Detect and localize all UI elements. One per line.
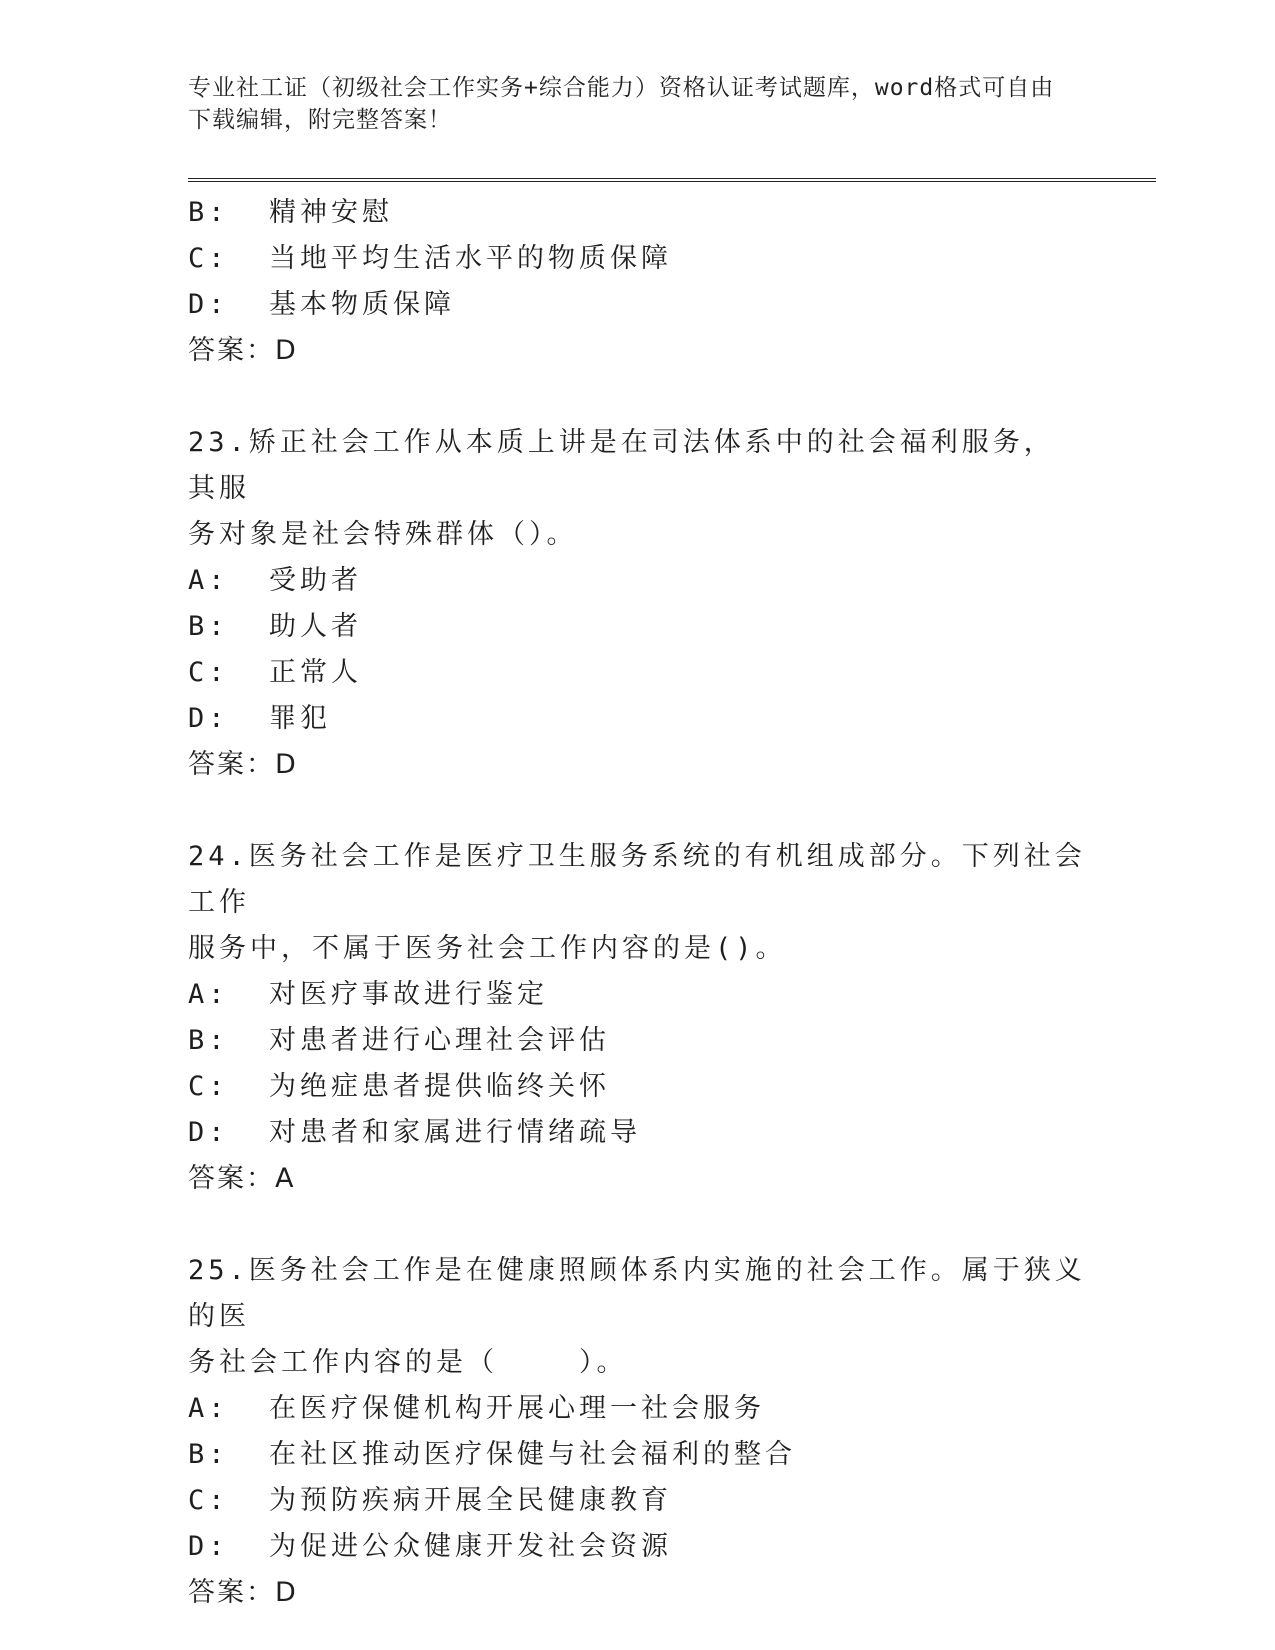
- option-b: B: 对患者进行心理社会评估: [188, 1025, 611, 1056]
- option-c: C: 正常人: [188, 657, 363, 688]
- option-b: B: 助人者: [188, 611, 363, 642]
- question-stem-line-2: 服务中，不属于医务社会工作内容的是()。: [188, 933, 787, 964]
- answer-line: 答案：A: [188, 1163, 296, 1194]
- option-d: D: 对患者和家属进行情绪疏导: [188, 1117, 642, 1148]
- option-c: C: 为绝症患者提供临终关怀: [188, 1071, 611, 1102]
- page-header: [188, 72, 1088, 136]
- option-b: B: 精神安慰: [188, 197, 394, 228]
- question-23: [188, 420, 1096, 788]
- option-d: D: 罪犯: [188, 703, 332, 734]
- header-line-2: 下载编辑，附完整答案！: [188, 107, 452, 133]
- option-c: C: 当地平均生活水平的物质保障: [188, 243, 673, 274]
- question-22-continued: [188, 190, 1088, 374]
- spacer: [188, 374, 1088, 420]
- spacer: [188, 788, 1088, 834]
- spacer: [188, 1202, 1088, 1248]
- option-a: A: 在医疗保健机构开展心理一社会服务: [188, 1393, 766, 1424]
- answer-line: 答案：D: [188, 749, 298, 780]
- question-stem-line-1: 25.医务社会工作是在健康照顾体系内实施的社会工作。属于狭义的医: [188, 1255, 1086, 1332]
- option-c: C: 为预防疾病开展全民健康教育: [188, 1485, 673, 1516]
- option-a: A: 受助者: [188, 565, 363, 596]
- option-b: B: 在社区推动医疗保健与社会福利的整合: [188, 1439, 797, 1470]
- question-stem-line-2: 务社会工作内容的是（ ）。: [188, 1347, 628, 1378]
- option-d: D: 为促进公众健康开发社会资源: [188, 1531, 673, 1562]
- answer-line: 答案：D: [188, 335, 298, 366]
- question-25: [188, 1248, 1088, 1616]
- option-a: A: 对医疗事故进行鉴定: [188, 979, 549, 1010]
- question-stem-line-1: 24.医务社会工作是医疗卫生服务系统的有机组成部分。下列社会工作: [188, 841, 1086, 918]
- option-d: D: 基本物质保障: [188, 289, 456, 320]
- question-list: [188, 190, 1096, 1616]
- question-stem-line-2: 务对象是社会特殊群体（）。: [188, 519, 578, 550]
- question-24: [188, 834, 1088, 1202]
- header-divider: [188, 178, 1156, 182]
- header-line-1: 专业社工证（初级社会工作实务+综合能力）资格认证考试题库，word格式可自由: [188, 75, 1055, 101]
- answer-line: 答案：D: [188, 1577, 298, 1608]
- question-stem-line-1: 23.矫正社会工作从本质上讲是在司法体系中的社会福利服务， 其服: [188, 427, 1096, 504]
